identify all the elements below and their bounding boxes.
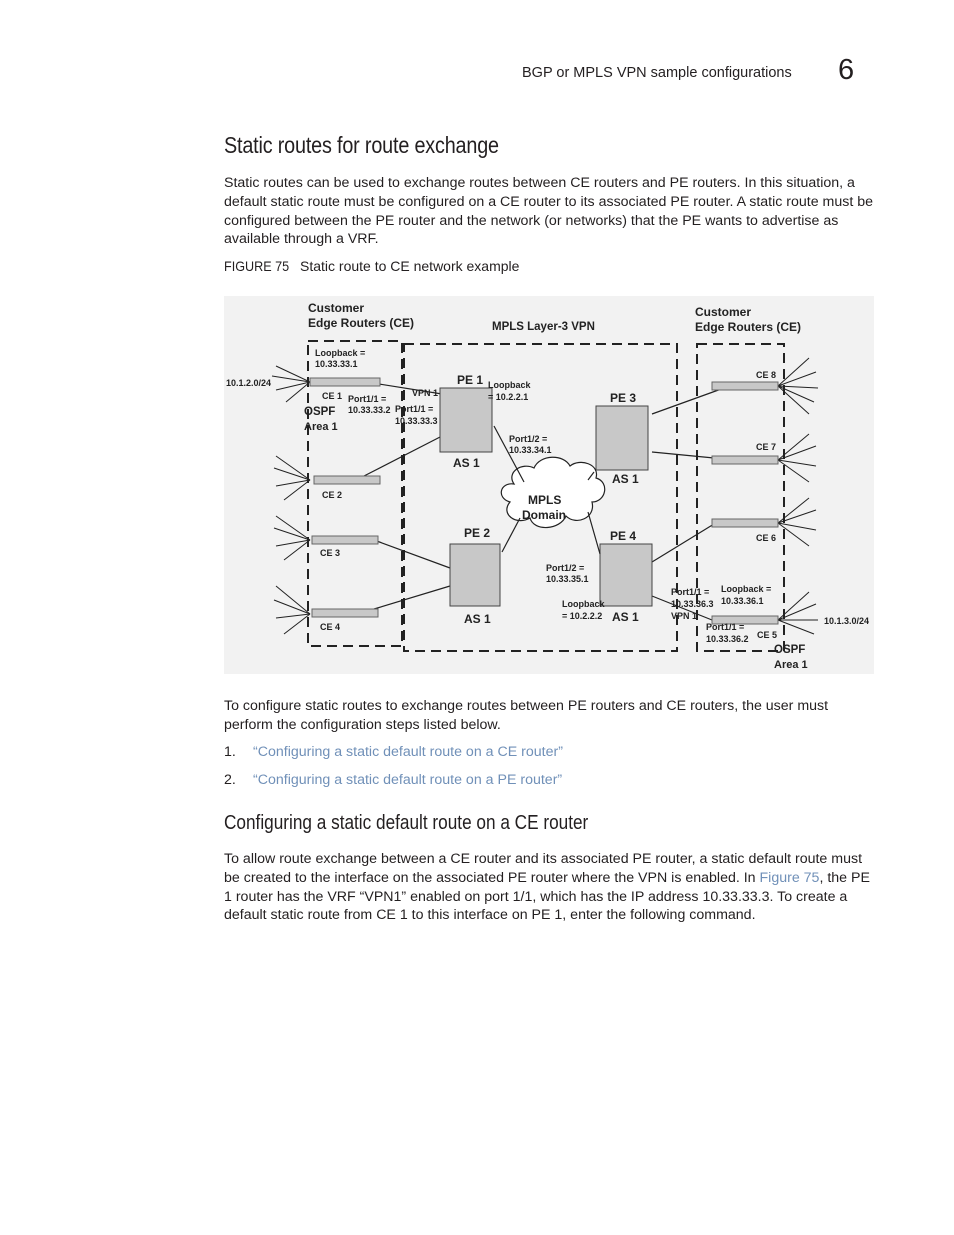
pe1-port-l2: 10.33.33.3 (395, 416, 438, 426)
ce2-label: CE 2 (322, 490, 343, 500)
pe4-port-l1: Port1/1 = (671, 587, 710, 597)
figure-label: FIGURE 75 (224, 258, 290, 274)
ce1-loopback-l2: 10.33.33.1 (315, 359, 358, 369)
pe3-as-label: AS 1 (612, 472, 639, 486)
ce5-loopback-l1: Loopback = (721, 584, 772, 594)
pe1-loopback-l1: Loopback (488, 380, 531, 390)
pe2-label: PE 2 (464, 526, 491, 540)
ce1-port-l1: Port1/1 = (348, 394, 387, 404)
router-ce4 (312, 609, 378, 617)
pe4-loopback-l1: Loopback (562, 599, 605, 609)
vpn-title: MPLS Layer-3 VPN (492, 321, 595, 333)
ce4-label: CE 4 (320, 622, 341, 632)
ce1-port-l2: 10.33.33.2 (348, 405, 391, 415)
ce5-port-l1: Port1/1 = (706, 622, 745, 632)
left-group-label-l1: Customer (308, 301, 365, 315)
pe4-loopback-l2: = 10.2.2.2 (562, 611, 603, 621)
step-link-pe-router[interactable]: “Configuring a static default route on a PE router” (253, 772, 563, 788)
step-number: 1. (224, 744, 236, 760)
router-pe2 (450, 544, 500, 606)
ospf-right-l2: Area 1 (774, 659, 808, 671)
figure-75-link[interactable]: Figure 75 (759, 869, 820, 886)
ce1-loopback-l1: Loopback = (315, 348, 366, 358)
pe1-port12-l2: 10.33.34.1 (509, 445, 552, 455)
ce1-label: CE 1 (322, 391, 343, 401)
net-left-label: 10.1.2.0/24 (226, 378, 272, 388)
ce5-loopback-l2: 10.33.36.1 (721, 596, 764, 606)
pe4-as-label: AS 1 (612, 610, 639, 624)
pe4-port12-l1: Port1/2 = (546, 563, 585, 573)
pe4-port-l2: 10.33.36.3 (671, 599, 714, 609)
ce-router-paragraph (224, 850, 874, 925)
right-group-label-l2: Edge Routers (CE) (695, 320, 802, 334)
ospf-left-l1: OSPF (304, 406, 336, 418)
step-link-ce-router[interactable]: “Configuring a static default route on a CE router” (253, 744, 563, 760)
router-pe3 (596, 406, 648, 470)
router-ce7 (712, 456, 778, 464)
pe4-port12-l2: 10.33.35.1 (546, 574, 589, 584)
ce3-label: CE 3 (320, 548, 341, 558)
router-ce6 (712, 519, 778, 527)
pe1-port-l1: Port1/1 = (395, 404, 434, 414)
ce5-label: CE 5 (757, 630, 778, 640)
figure-title: Static route to CE network example (300, 258, 520, 274)
router-ce3 (312, 536, 378, 544)
pe4-label: PE 4 (610, 529, 637, 543)
ce-router-paragraph-pre: To allow route exchange between a CE router and its associated PE router, a static default route must be created to the interface on the associated PE router where the VPN is enabled. In (224, 851, 863, 886)
step-list-item (224, 772, 562, 788)
pe3-label: PE 3 (610, 391, 637, 405)
ospf-left-l2: Area 1 (304, 421, 338, 433)
ce8-label: CE 8 (756, 370, 777, 380)
pe2-as-label: AS 1 (464, 612, 491, 626)
net-right-label: 10.1.3.0/24 (824, 616, 870, 626)
ce6-label: CE 6 (756, 533, 777, 543)
router-pe1 (440, 388, 492, 452)
right-group-label-l1: Customer (695, 305, 752, 319)
pe1-loopback-l2: = 10.2.2.1 (488, 392, 529, 402)
ce-router-paragraph-post: , the PE 1 router has the VRF “VPN1” enabled on port 1/1, which has the IP address 10.33.33.3. To create a default static route from CE 1 to this interface on PE 1, enter the following command. (224, 869, 870, 924)
section-title: Static routes for route exchange (224, 132, 499, 158)
ce7-label: CE 7 (756, 442, 777, 452)
router-ce2 (314, 476, 380, 484)
step-list-item (224, 744, 563, 760)
figure-caption (224, 258, 519, 274)
ce5-port-l2: 10.33.36.2 (706, 634, 749, 644)
section-intro-paragraph: Static routes can be used to exchange routes between CE routers and PE routers. In this situation, a default static route must be configured on a CE router to its associated PE router. A static route must be configured between the PE router and the network (or networks) that the PE wants to advertise as available through a VRF. (224, 175, 874, 248)
router-ce1 (310, 378, 380, 386)
config-intro-paragraph: To configure static routes to exchange routes between PE routers and CE routers, the user must perform the configuration steps listed below. (224, 698, 829, 733)
pe1-vpn-label: VPN 1 (412, 388, 439, 398)
pe1-as-label: AS 1 (453, 456, 480, 470)
pe1-port12-l1: Port1/2 = (509, 434, 548, 444)
network-diagram (224, 296, 874, 674)
router-pe4 (600, 544, 652, 606)
pe4-vpn-label: VPN 1 (671, 611, 698, 621)
router-ce8 (712, 382, 778, 390)
running-header: BGP or MPLS VPN sample configurations (522, 65, 792, 81)
subsection-title: Configuring a static default route on a CE router (224, 812, 589, 834)
ospf-right-l1: OSPF (774, 644, 806, 656)
pe1-label: PE 1 (457, 373, 484, 387)
left-group-label-l2: Edge Routers (CE) (308, 316, 415, 330)
step-number: 2. (224, 772, 236, 788)
cloud-label-l1: MPLS (528, 493, 562, 507)
cloud-label-l2: Domain (522, 508, 567, 522)
chapter-number: 6 (838, 54, 855, 86)
